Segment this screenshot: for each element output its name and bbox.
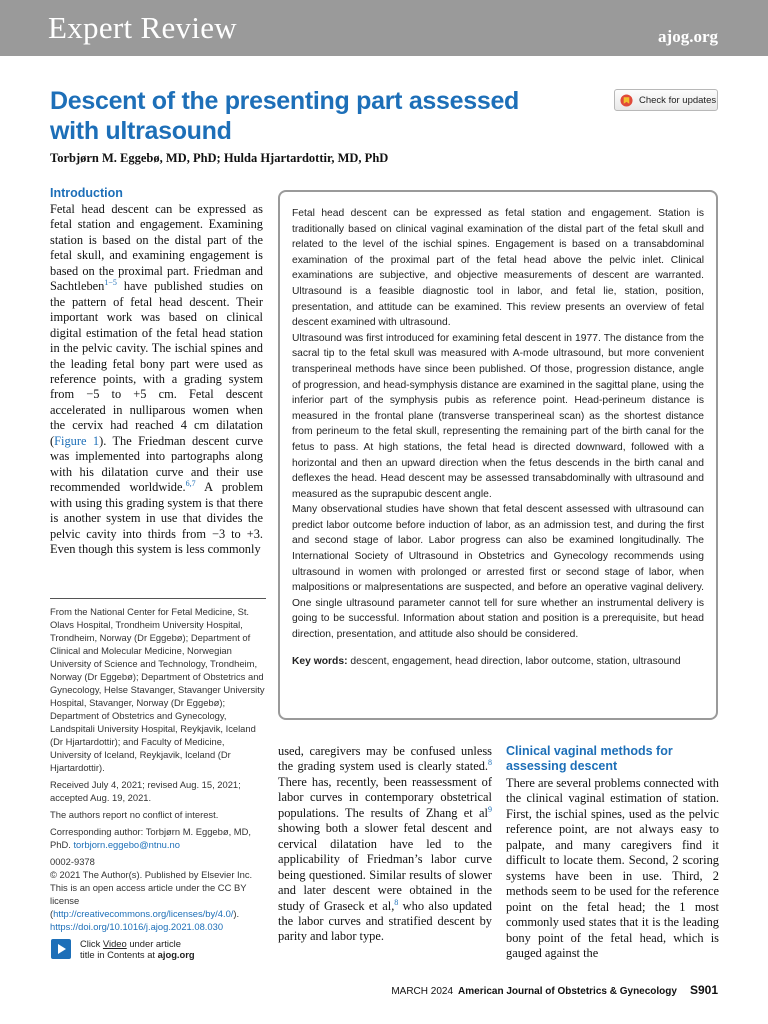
page-number: S901 [689, 983, 718, 997]
conflict-statement: The authors report no conflict of interest. [50, 809, 219, 820]
body-column-2: used, caregivers may be confused unless the grading system used is clearly stated.$^8$ There has, recently, been reassessment of labor curves in contemporary obstetrical populations. The results of Zhang et $al^9$ showing both a slower fetal descent and cervical dilatation have led to the applicability of Friedman’s labor curve being questioned. Similar results of slower and later descent were obtained in the study of Graseck et al,$^8$ who also updated the labor curves and stratified descent by parity and labor type. [278, 744, 492, 944]
check-for-updates-label: Check for updates [639, 94, 717, 106]
abstract-paragraph: Fetal head descent can be expressed as fetal station and engagement. Station is traditionally based on clinical vaginal examination of the distal part of the fetal skull and related to the level of the ischial spines. Engagement is based on a transabdominal examination of the proximal part of the fetal head above the pelvic inlet. Clinical examinations are subjective, and objective measurements of descent are warranted. Ultrasound is a feasible diagnostic tool in labor, and fetal lie, station, position, presentation, and attitude can be examined. This review presents an overview of fetal descent examined with ultrasound. [292, 208, 704, 329]
check-for-updates-button[interactable] [614, 89, 718, 111]
article-title: Descent of the presenting part assessed with ultrasound [50, 87, 520, 145]
email-link[interactable]: torbjorn.eggebo@ntnu.no [73, 839, 180, 850]
section-banner [0, 0, 768, 56]
corresponding-author: Corresponding author: Torbjørn M. Eggebø, MD, PhD. torbjorn.eggebo@ntnu.no [50, 826, 251, 850]
issue-date: MARCH 2024 [391, 986, 454, 997]
citation-link[interactable]: 8 [488, 758, 492, 768]
affiliation-divider [50, 598, 266, 599]
doi-link[interactable]: https://doi.org/10.1016/j.ajog.2021.08.030 [50, 921, 224, 932]
page-footer [391, 983, 718, 997]
video-notice-text: Click Video under article title in Contents at ajog.org [80, 937, 195, 960]
abstract-paragraph: Many observational studies have shown that fetal descent assessed with ultrasound can predict labor outcome before induction of labor, as an admission test, and during the first and second stage of labor. Labor progress can also be examined longitudinally. The International Society of Ultrasound in Obstetrics and Gynecology recommends using ultrasound in women with prolonged or arrested first or second stage of labor, when malpositions or malpresentations are suspected, and before an operative vaginal delivery. One single ultrasound parameter cannot tell for sure whether an instrumental delivery is going to be successful. Information about station and position is a prerequisite, but head direction, presentation, and attitude also should be considered. [292, 504, 704, 641]
citation-link[interactable]: 6,7 [185, 479, 196, 489]
video-link[interactable]: Video [102, 937, 127, 949]
received-dates: Received July 4, 2021; revised Aug. 15, 2021; accepted Aug. 19, 2021. [50, 779, 241, 803]
license-block: 0002-9378 © 2021 The Author(s). Published by Elsevier Inc. This is an open access article under the CC BY license (http://creativecommons.org/licenses/by/4.0/). https://doi.org/10.1016/j.ajog.2021.08.030 [50, 856, 253, 932]
abstract-box [278, 190, 718, 720]
clinical-methods-heading: Clinical vaginal methods for assessing descent [506, 744, 673, 773]
crossmark-icon [620, 94, 633, 107]
video-play-icon [50, 938, 72, 960]
journal-site-link[interactable]: ajog.org [658, 27, 718, 46]
abstract-paragraph: Ultrasound was first introduced for examining fetal descent in 1977. The distance from the sacral tip to the fetal skull was measured with A-mode ultrasound, but more convenient transperineal methods have since been published. Of those, progression distance, angle of progression, and head-symphysis distance are examined in the sagittal plane, using the inferior part of the symphysis pubis as reference point. Head-perineum distance is measured in the frontal plane (transverse transperineal scan) as the shortest distance from perineum to the fetal skull, representing the remaining part of the birth canal for the fetus to pass. At high stations, the fetal head is directed downward, followed with a horizontal and then an upward direction when the fetus descends in the birth canal and deflexes the head. Head descent may be assessed transabdominally with ultrasound and measured as the suprapubic descent angle. [292, 332, 704, 500]
figure-1-link[interactable]: Figure 1 [54, 433, 100, 448]
affiliations-block [50, 605, 266, 937]
body-column-3: There are several problems connected with the clinical vaginal estimation of station. First, the ischial spines, used as the pelvic reference point, are not always easy to palpate, and many caregivers find it difficult to locate them. Second, 2 scoring systems have been in use. Third, 2 methods seem to be used for the reference point on the fetal head; the 1 most commonly used states that it is the leading bony point of the fetal head, which is gauged against the [506, 776, 719, 960]
introduction-heading: Introduction [50, 186, 123, 200]
license-link[interactable]: http://creativecommons.org/licenses/by/4.0/ [53, 908, 234, 919]
citation-link[interactable]: 8 [394, 897, 399, 907]
keywords: Key words: descent, engagement, head direction, labor outcome, station, ultrasound [292, 655, 681, 667]
introduction-text: Fetal head descent can be expressed as fetal station and engagement. Examining station is based on the distal part of the fetal skull, and examining engagement is based on the proximal part. Friedman and Sachtleben$^{1-5}$ have published studies on the pattern of fetal head descent. Their important work was based on clinical digital estimation of the fetal head station in the pelvic cavity. The ischial spines and the leading fetal bony part were used as reference points, with a grading system from −5 to +5 cm. Fetal descent accelerated in nulliparous women when the cervix had reached 4 cm dilatation (Figure 1). The Friedman descent curve was implemented into partographs along with his dilatation curve and their use recommended worldwide.$^{6,7}$ A problem with using this grading system is that there is another system in use that divides the pelvic cavity into thirds from −3 to +3. Even though this system is less commonly [50, 202, 263, 556]
citation-link[interactable]: 9 [488, 804, 492, 814]
citation-link[interactable]: 1−5 [104, 278, 117, 288]
video-notice[interactable] [50, 935, 266, 963]
affiliation-text: From the National Center for Fetal Medicine, St. Olavs Hospital, Trondheim University Hospital, Trondheim, Norway (Dr Eggebø); Department of Clinical and Molecular Medicine, Norwegian University of Science and Technology, Trondheim, Norway (Dr Eggebø); Department of Obstetrics and Gynecology, Helse Stavanger, Stavanger University Hospital, Stavanger, Norway (Dr Eggebø); Department of Obstetrics and Gynecology, Landspitali University Hospital, Reykjavik, Iceland (Dr Hjartardottir); and Faculty of Medicine, University of Iceland, Reykjavik, Iceland (Dr Hjartardottir). [50, 606, 265, 773]
section-title: Expert Review [48, 10, 237, 45]
journal-name: American Journal of Obstetrics & Gynecology [458, 986, 677, 997]
author-list: Torbjørn M. Eggebø, MD, PhD; Hulda Hjartardottir, MD, PhD [50, 151, 389, 165]
